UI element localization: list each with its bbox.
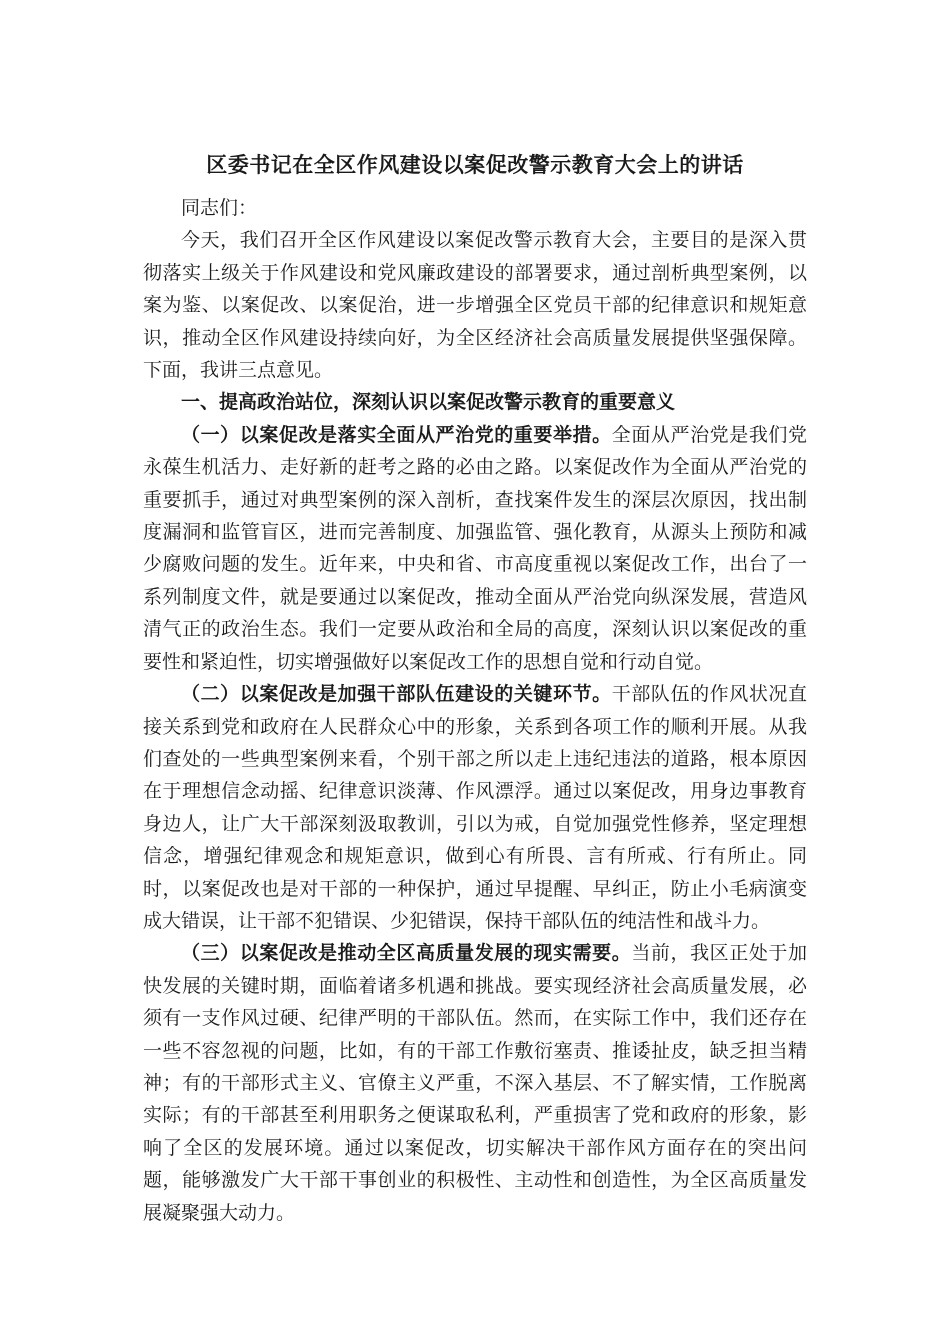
paragraph-3 [143,937,807,1229]
paragraph-2 [143,678,807,937]
intro-paragraph: 今天，我们召开全区作风建设以案促改警示教育大会，主要目的是深入贯彻落实上级关于作风建设和党风廉政建设的部署要求，通过剖析典型案例，以案为鉴、以案促改、以案促治，进一步增强全区党员干部的纪律意识和规矩意识，推动全区作风建设持续向好，为全区经济社会高质量发展提供坚强保障。下面，我讲三点意见。 [143,229,807,382]
salutation: 同志们： [181,197,258,219]
paragraph-1-lead: （一）以案促改是落实全面从严治党的重要举措。 [181,423,612,446]
paragraph-1-body: 全面从严治党是我们党永葆生机活力、走好新的赶考之路的必由之路。以案促改作为全面从严治党的重要抓手，通过对典型案例的深入剖析，查找案件发生的深层次原因，找出制度漏洞和监管盲区，进而完善制度、加强监管、强化教育，从源头上预防和减少腐败问题的发生。近年来，中央和省、市高度重视以案促改工作，出台了一系列制度文件，就是要通过以案促改，推动全面从严治党向纵深发展，营造风清气正的政治生态。我们一定要从政治和全局的高度，深刻认识以案促改的重要性和紧迫性，切实增强做好以案促改工作的思想自觉和行动自觉。 [143,423,807,673]
paragraph-1 [143,419,807,678]
paragraph-2-lead: （二）以案促改是加强干部队伍建设的关键环节。 [181,683,612,706]
paragraph-2-body: 干部队伍的作风状况直接关系到党和政府在人民群众心中的形象，关系到各项工作的顺利开展。从我们查处的一些典型案例来看，个别干部之所以走上违纪违法的道路，根本原因在于理想信念动摇、纪律意识淡薄、作风漂浮。通过以案促改，用身边事教育身边人，让广大干部深刻汲取教训，引以为戒，自觉加强党性修养，坚定理想信念，增强纪律观念和规矩意识，做到心有所畏、言有所戒、行有所止。同时，以案促改也是对干部的一种保护，通过早提醒、早纠正，防止小毛病演变成大错误，让干部不犯错误、少犯错误，保持干部队伍的纯洁性和战斗力。 [143,683,807,932]
document-title: 区委书记在全区作风建设以案促改警示教育大会上的讲话 [206,153,744,177]
section-heading: 一、提高政治站位，深刻认识以案促改警示教育的重要意义 [181,391,676,414]
paragraph-3-body: 当前，我区正处于加快发展的关键时期，面临着诸多机遇和挑战。要实现经济社会高质量发展，必须有一支作风过硬、纪律严明的干部队伍。然而，在实际工作中，我们还存在一些不容忽视的问题，比如，有的干部工作敷衍塞责、推诿扯皮，缺乏担当精神；有的干部形式主义、官僚主义严重，不深入基层、不了解实情，工作脱离实际；有的干部甚至利用职务之便谋取私利，严重损害了党和政府的形象，影响了全区的发展环境。通过以案促改，切实解决干部作风方面存在的突出问题，能够激发广大干部干事创业的积极性、主动性和创造性，为全区高质量发展凝聚强大动力。 [143,942,807,1224]
paragraph-3-lead: （三）以案促改是推动全区高质量发展的现实需要。 [181,942,632,965]
document-body [143,148,807,1229]
